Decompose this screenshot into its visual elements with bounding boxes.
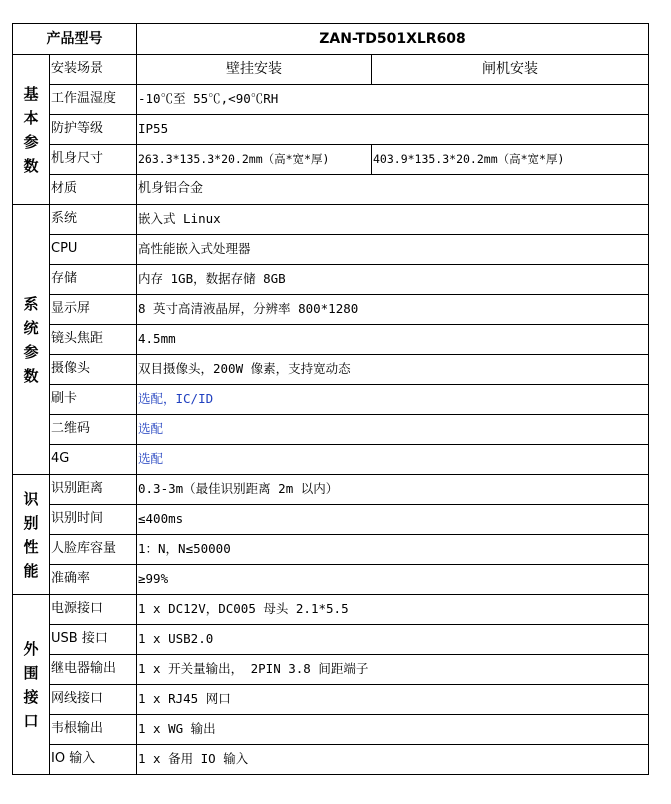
row-value: 机身铝合金 bbox=[137, 175, 649, 205]
row-label: 人脸库容量 bbox=[50, 535, 137, 565]
table-row bbox=[13, 745, 649, 775]
row-label: 韦根输出 bbox=[50, 715, 137, 745]
table-row bbox=[13, 415, 649, 445]
row-value: 选配，IC/ID bbox=[137, 385, 649, 415]
row-value: 1 x DC12V，DC005 母头 2.1*5.5 bbox=[137, 595, 649, 625]
spec-table bbox=[12, 23, 649, 775]
row-value: 8 英寸高清液晶屏，分辨率 800*1280 bbox=[137, 295, 649, 325]
table-row bbox=[13, 445, 649, 475]
row-value: ≤400ms bbox=[137, 505, 649, 535]
section-char: 别 bbox=[23, 513, 39, 532]
table-row bbox=[13, 295, 649, 325]
row-value: 1 x 开关量输出， 2PIN 3.8 间距端子 bbox=[137, 655, 649, 685]
row-label: 准确率 bbox=[50, 565, 137, 595]
table-row bbox=[13, 475, 649, 505]
row-value: 内存 1GB，数据存储 8GB bbox=[137, 265, 649, 295]
table-row bbox=[13, 535, 649, 565]
table-row bbox=[13, 505, 649, 535]
table-row bbox=[13, 85, 649, 115]
table-row bbox=[13, 205, 649, 235]
row-value: 双目摄像头，200W 像素，支持宽动态 bbox=[137, 355, 649, 385]
table-row bbox=[13, 595, 649, 625]
section-char: 外 bbox=[23, 639, 39, 658]
section-char: 参 bbox=[23, 342, 39, 361]
row-value: 1 x WG 输出 bbox=[137, 715, 649, 745]
row-label: 识别时间 bbox=[50, 505, 137, 535]
row-label: 4G bbox=[50, 445, 137, 475]
section-char: 统 bbox=[23, 318, 39, 337]
row-label: IO 输入 bbox=[50, 745, 137, 775]
row-label: 显示屏 bbox=[50, 295, 137, 325]
section-char: 系 bbox=[23, 294, 39, 313]
row-label: 二维码 bbox=[50, 415, 137, 445]
row-label: 继电器输出 bbox=[50, 655, 137, 685]
model-label: 产品型号 bbox=[13, 24, 137, 55]
table-row bbox=[13, 175, 649, 205]
row-label: 机身尺寸 bbox=[50, 145, 137, 175]
row-value: 选配 bbox=[137, 445, 649, 475]
table-row bbox=[13, 145, 649, 175]
row-value: ≥99% bbox=[137, 565, 649, 595]
table-row bbox=[13, 325, 649, 355]
size-wall: 263.3*135.3*20.2mm（高*宽*厚) bbox=[137, 145, 372, 175]
section-char: 口 bbox=[23, 711, 39, 730]
row-label: 网线接口 bbox=[50, 685, 137, 715]
table-row bbox=[13, 55, 649, 85]
row-label: 系统 bbox=[50, 205, 137, 235]
section-char: 识 bbox=[23, 489, 39, 508]
section-interfaces bbox=[13, 595, 50, 775]
section-char: 参 bbox=[23, 132, 39, 151]
table-row bbox=[13, 385, 649, 415]
section-basic bbox=[13, 55, 50, 205]
section-char: 围 bbox=[23, 663, 39, 682]
row-label: 刷卡 bbox=[50, 385, 137, 415]
row-value: 1 x RJ45 网口 bbox=[137, 685, 649, 715]
row-label: 摄像头 bbox=[50, 355, 137, 385]
scene-wall: 壁挂安装 bbox=[137, 55, 372, 85]
table-row bbox=[13, 685, 649, 715]
table-row bbox=[13, 715, 649, 745]
table-row bbox=[13, 265, 649, 295]
row-label: CPU bbox=[50, 235, 137, 265]
row-value: 1：N，N≤50000 bbox=[137, 535, 649, 565]
section-system bbox=[13, 205, 50, 475]
table-row bbox=[13, 625, 649, 655]
table-row bbox=[13, 655, 649, 685]
scene-gate: 闸机安装 bbox=[372, 55, 649, 85]
row-value: 嵌入式 Linux bbox=[137, 205, 649, 235]
table-row bbox=[13, 115, 649, 145]
row-value: 1 x 备用 IO 输入 bbox=[137, 745, 649, 775]
section-char: 性 bbox=[23, 537, 39, 556]
row-value: -10℃至 55℃,<90℃RH bbox=[137, 85, 649, 115]
model-value: ZAN-TD501XLR608 bbox=[137, 24, 649, 55]
row-value: IP55 bbox=[137, 115, 649, 145]
section-char: 接 bbox=[23, 687, 39, 706]
row-label: 存储 bbox=[50, 265, 137, 295]
row-label: 防护等级 bbox=[50, 115, 137, 145]
row-value: 4.5mm bbox=[137, 325, 649, 355]
section-char: 基 bbox=[23, 84, 39, 103]
model-row bbox=[13, 24, 649, 55]
row-value: 选配 bbox=[137, 415, 649, 445]
section-recognition bbox=[13, 475, 50, 595]
row-label: 安装场景 bbox=[50, 55, 137, 85]
row-label: 电源接口 bbox=[50, 595, 137, 625]
section-char: 能 bbox=[23, 561, 39, 580]
table-row bbox=[13, 565, 649, 595]
row-label: 镜头焦距 bbox=[50, 325, 137, 355]
row-value: 1 x USB2.0 bbox=[137, 625, 649, 655]
section-char: 本 bbox=[23, 108, 39, 127]
row-label: 材质 bbox=[50, 175, 137, 205]
row-label: 工作温湿度 bbox=[50, 85, 137, 115]
table-row bbox=[13, 355, 649, 385]
row-label: USB 接口 bbox=[50, 625, 137, 655]
row-value: 高性能嵌入式处理器 bbox=[137, 235, 649, 265]
row-value: 0.3-3m（最佳识别距离 2m 以内） bbox=[137, 475, 649, 505]
table-row bbox=[13, 235, 649, 265]
size-gate: 403.9*135.3*20.2mm（高*宽*厚) bbox=[372, 145, 649, 175]
section-char: 数 bbox=[23, 156, 39, 175]
row-label: 识别距离 bbox=[50, 475, 137, 505]
section-char: 数 bbox=[23, 366, 39, 385]
